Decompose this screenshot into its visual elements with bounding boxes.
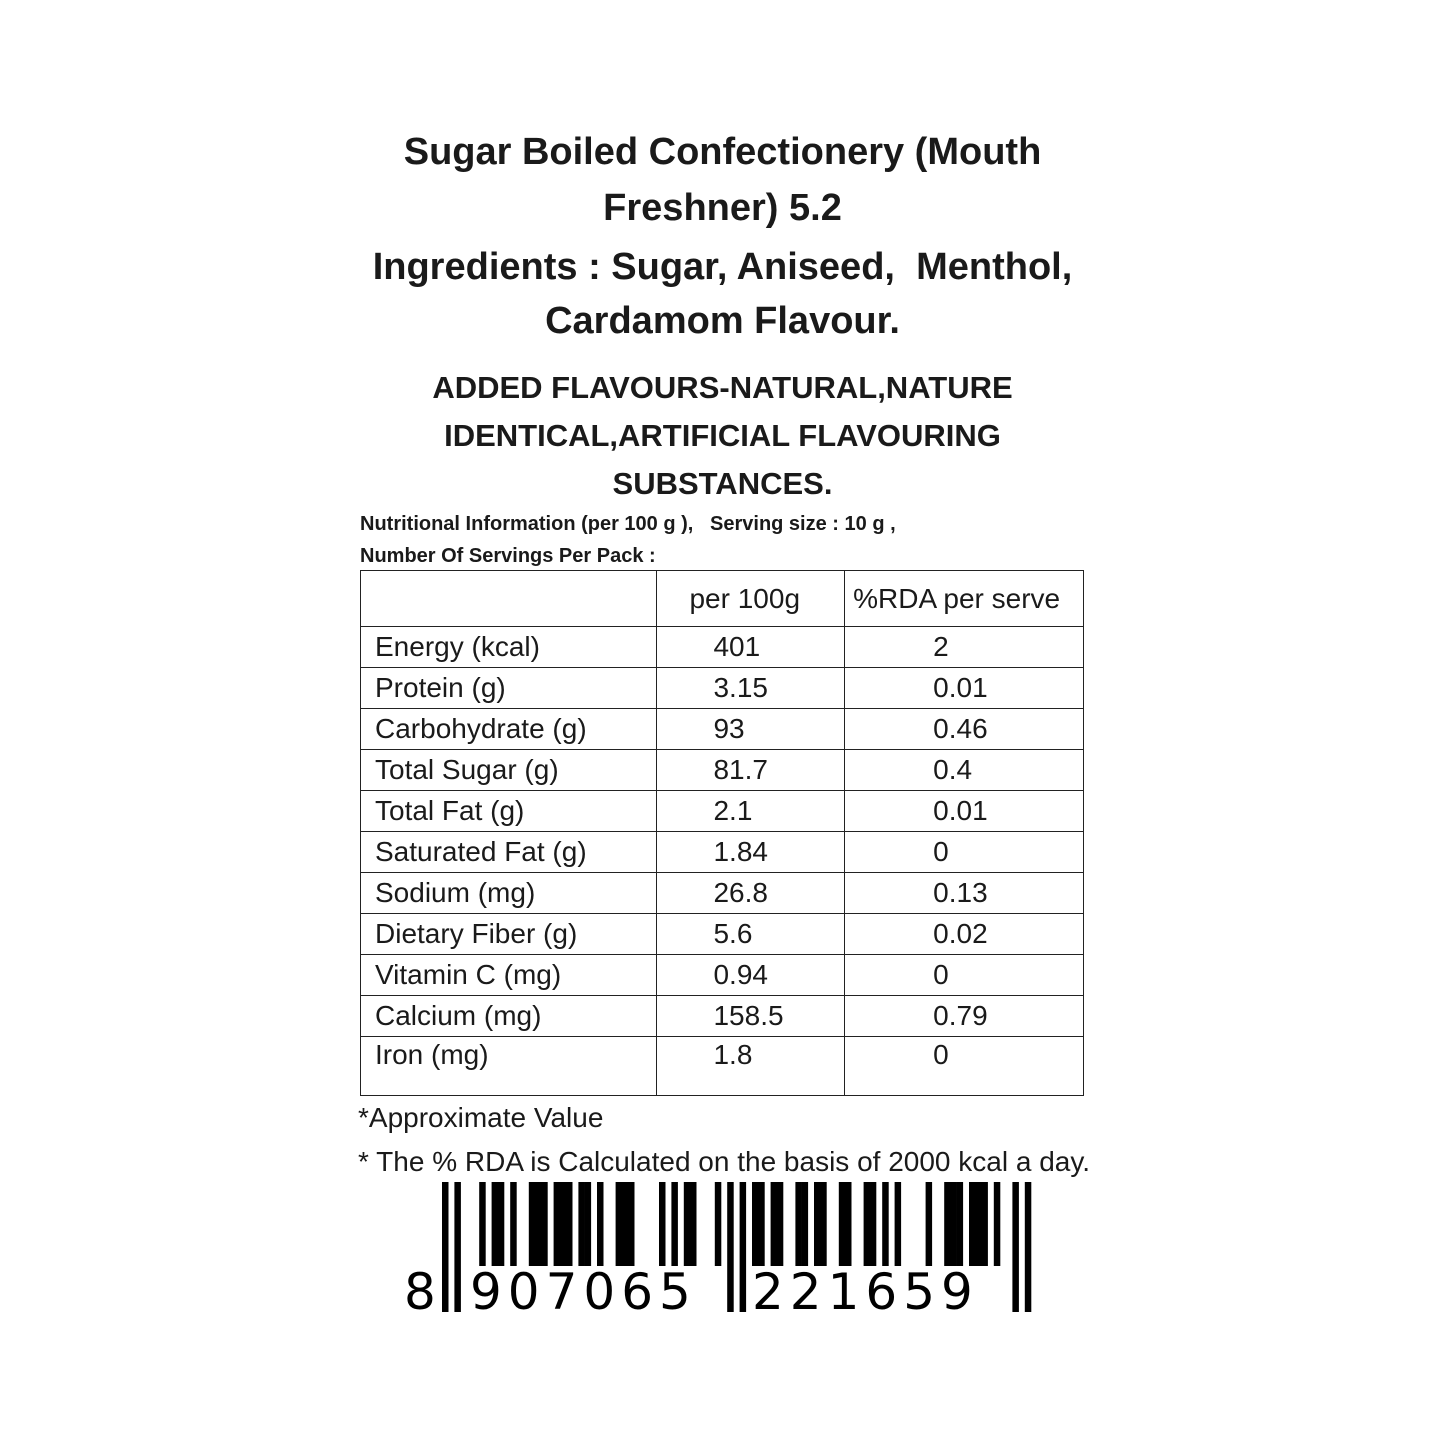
- barcode-left-digits: 907065: [470, 1263, 697, 1321]
- header-per-100g: per 100g: [657, 571, 845, 627]
- table-header-row: [361, 571, 1084, 627]
- rda-cell: 0.01: [845, 791, 1084, 832]
- ingredients-line: Cardamom Flavour.: [545, 300, 900, 342]
- rda-basis-note: * The % RDA is Calculated on the basis of 2000 kcal a day.: [358, 1146, 1091, 1177]
- rda-cell: 0.46: [845, 709, 1084, 750]
- barcode-bar: [814, 1182, 821, 1266]
- barcode-bar: [752, 1182, 759, 1266]
- nutrient-cell: Dietary Fiber (g): [361, 914, 657, 955]
- barcode-bar: [628, 1182, 635, 1266]
- table-row: [361, 627, 1084, 668]
- rda-cell: 0.13: [845, 873, 1084, 914]
- table-row: [361, 750, 1084, 791]
- per-100g-cell: 1.8: [657, 1037, 845, 1096]
- header-rda-per-serve: %RDA per serve: [845, 571, 1084, 627]
- barcode-bar: [529, 1182, 536, 1266]
- rda-cell: 0.01: [845, 668, 1084, 709]
- barcode-bar: [1012, 1182, 1019, 1312]
- nutrition-info-line: Nutritional Information (per 100 g ), Serving size : 10 g ,: [360, 513, 896, 535]
- barcode-bar: [758, 1182, 765, 1266]
- barcode-bar: [969, 1182, 976, 1266]
- table-row: [361, 873, 1084, 914]
- ingredients-line: Ingredients : Sugar, Aniseed, Menthol,: [372, 246, 1073, 288]
- nutrient-cell: Iron (mg): [361, 1037, 657, 1096]
- barcode-bar: [671, 1182, 678, 1266]
- per-100g-cell: 0.94: [657, 955, 845, 996]
- nutrition-table: [360, 570, 1084, 1096]
- per-100g-cell: 2.1: [657, 791, 845, 832]
- per-100g-cell: 26.8: [657, 873, 845, 914]
- barcode-bar: [560, 1182, 567, 1266]
- barcode-bar: [454, 1182, 461, 1312]
- nutrient-cell: Vitamin C (mg): [361, 955, 657, 996]
- product-title: [300, 124, 1145, 236]
- table-row: [361, 955, 1084, 996]
- barcode-bar: [864, 1182, 871, 1266]
- barcode-bar: [882, 1182, 889, 1266]
- barcode-bar: [820, 1182, 827, 1266]
- nutrient-cell: Sodium (mg): [361, 873, 657, 914]
- table-row: [361, 791, 1084, 832]
- nutrient-cell: Total Sugar (g): [361, 750, 657, 791]
- barcode-bar: [566, 1182, 573, 1266]
- barcode-bar: [802, 1182, 809, 1266]
- barcode-bar: [994, 1182, 1001, 1266]
- nutrition-table-body: [361, 627, 1084, 1096]
- servings-per-pack-line: Number Of Servings Per Pack :: [360, 545, 656, 567]
- ingredients-text: [300, 240, 1145, 348]
- barcode-bar: [535, 1182, 542, 1266]
- table-row: [361, 914, 1084, 955]
- rda-cell: 0.02: [845, 914, 1084, 955]
- barcode-bar: [715, 1182, 722, 1266]
- rda-cell: 0: [845, 832, 1084, 873]
- barcode-bar: [659, 1182, 666, 1266]
- header-nutrient: [361, 571, 657, 627]
- barcode-bar: [578, 1182, 585, 1266]
- table-row: [361, 668, 1084, 709]
- product-title-line: Sugar Boiled Confectionery (Mouth: [403, 131, 1042, 173]
- per-100g-cell: 93: [657, 709, 845, 750]
- flavours-line: ADDED FLAVOURS-NATURAL,NATURE: [432, 370, 1013, 405]
- barcode-bar: [510, 1182, 517, 1266]
- barcode-bar: [870, 1182, 877, 1266]
- barcode-bar: [479, 1182, 486, 1266]
- barcode-bar: [541, 1182, 548, 1266]
- nutrient-cell: Carbohydrate (g): [361, 709, 657, 750]
- nutrient-cell: Protein (g): [361, 668, 657, 709]
- barcode-bar: [1025, 1182, 1032, 1312]
- nutrient-cell: Energy (kcal): [361, 627, 657, 668]
- barcode-bar: [771, 1182, 778, 1266]
- nutrient-cell: Saturated Fat (g): [361, 832, 657, 873]
- per-100g-cell: 5.6: [657, 914, 845, 955]
- per-100g-cell: 158.5: [657, 996, 845, 1037]
- rda-cell: 0: [845, 1037, 1084, 1096]
- rda-cell: 2: [845, 627, 1084, 668]
- barcode-bar: [845, 1182, 852, 1266]
- per-100g-cell: 401: [657, 627, 845, 668]
- barcode-bar: [839, 1182, 846, 1266]
- barcode-bar: [492, 1182, 499, 1266]
- barcode-bar: [622, 1182, 629, 1266]
- rda-cell: 0.79: [845, 996, 1084, 1037]
- barcode-bar: [950, 1182, 957, 1266]
- nutritional-information-heading: [360, 508, 1100, 572]
- nutrient-cell: Calcium (mg): [361, 996, 657, 1037]
- table-row: [361, 832, 1084, 873]
- barcode-bar: [740, 1182, 747, 1312]
- barcode-bar: [554, 1182, 561, 1266]
- approximate-value-note: *Approximate Value: [358, 1102, 604, 1133]
- per-100g-cell: 1.84: [657, 832, 845, 873]
- barcode-bar: [981, 1182, 988, 1266]
- barcode-bar: [727, 1182, 734, 1312]
- per-100g-cell: 81.7: [657, 750, 845, 791]
- barcode-bar: [442, 1182, 449, 1312]
- barcode-bar: [616, 1182, 623, 1266]
- table-row: [361, 996, 1084, 1037]
- rda-cell: 0: [845, 955, 1084, 996]
- barcode-bar: [795, 1182, 802, 1266]
- flavours-line: SUBSTANCES.: [612, 466, 833, 501]
- barcode-bar: [498, 1182, 505, 1266]
- barcode-first-digit: 8: [404, 1263, 436, 1321]
- nutrient-cell: Total Fat (g): [361, 791, 657, 832]
- barcode-bar: [975, 1182, 982, 1266]
- barcode-bar: [895, 1182, 902, 1266]
- added-flavours-text: [380, 364, 1065, 508]
- flavours-line: IDENTICAL,ARTIFICIAL FLAVOURING: [444, 418, 1001, 453]
- barcode-bar: [944, 1182, 951, 1266]
- barcode-bar: [684, 1182, 691, 1266]
- barcode-bar: [597, 1182, 604, 1266]
- product-title-line: Freshner) 5.2: [603, 187, 842, 229]
- table-row: [361, 709, 1084, 750]
- per-100g-cell: 3.15: [657, 668, 845, 709]
- barcode-bar: [690, 1182, 697, 1266]
- table-row: [361, 1037, 1084, 1096]
- barcode-bar: [585, 1182, 592, 1266]
- barcode-bar: [777, 1182, 784, 1266]
- barcode-bar: [926, 1182, 933, 1266]
- barcode-right-digits: 221659: [752, 1263, 979, 1321]
- rda-cell: 0.4: [845, 750, 1084, 791]
- barcode-bar: [957, 1182, 964, 1266]
